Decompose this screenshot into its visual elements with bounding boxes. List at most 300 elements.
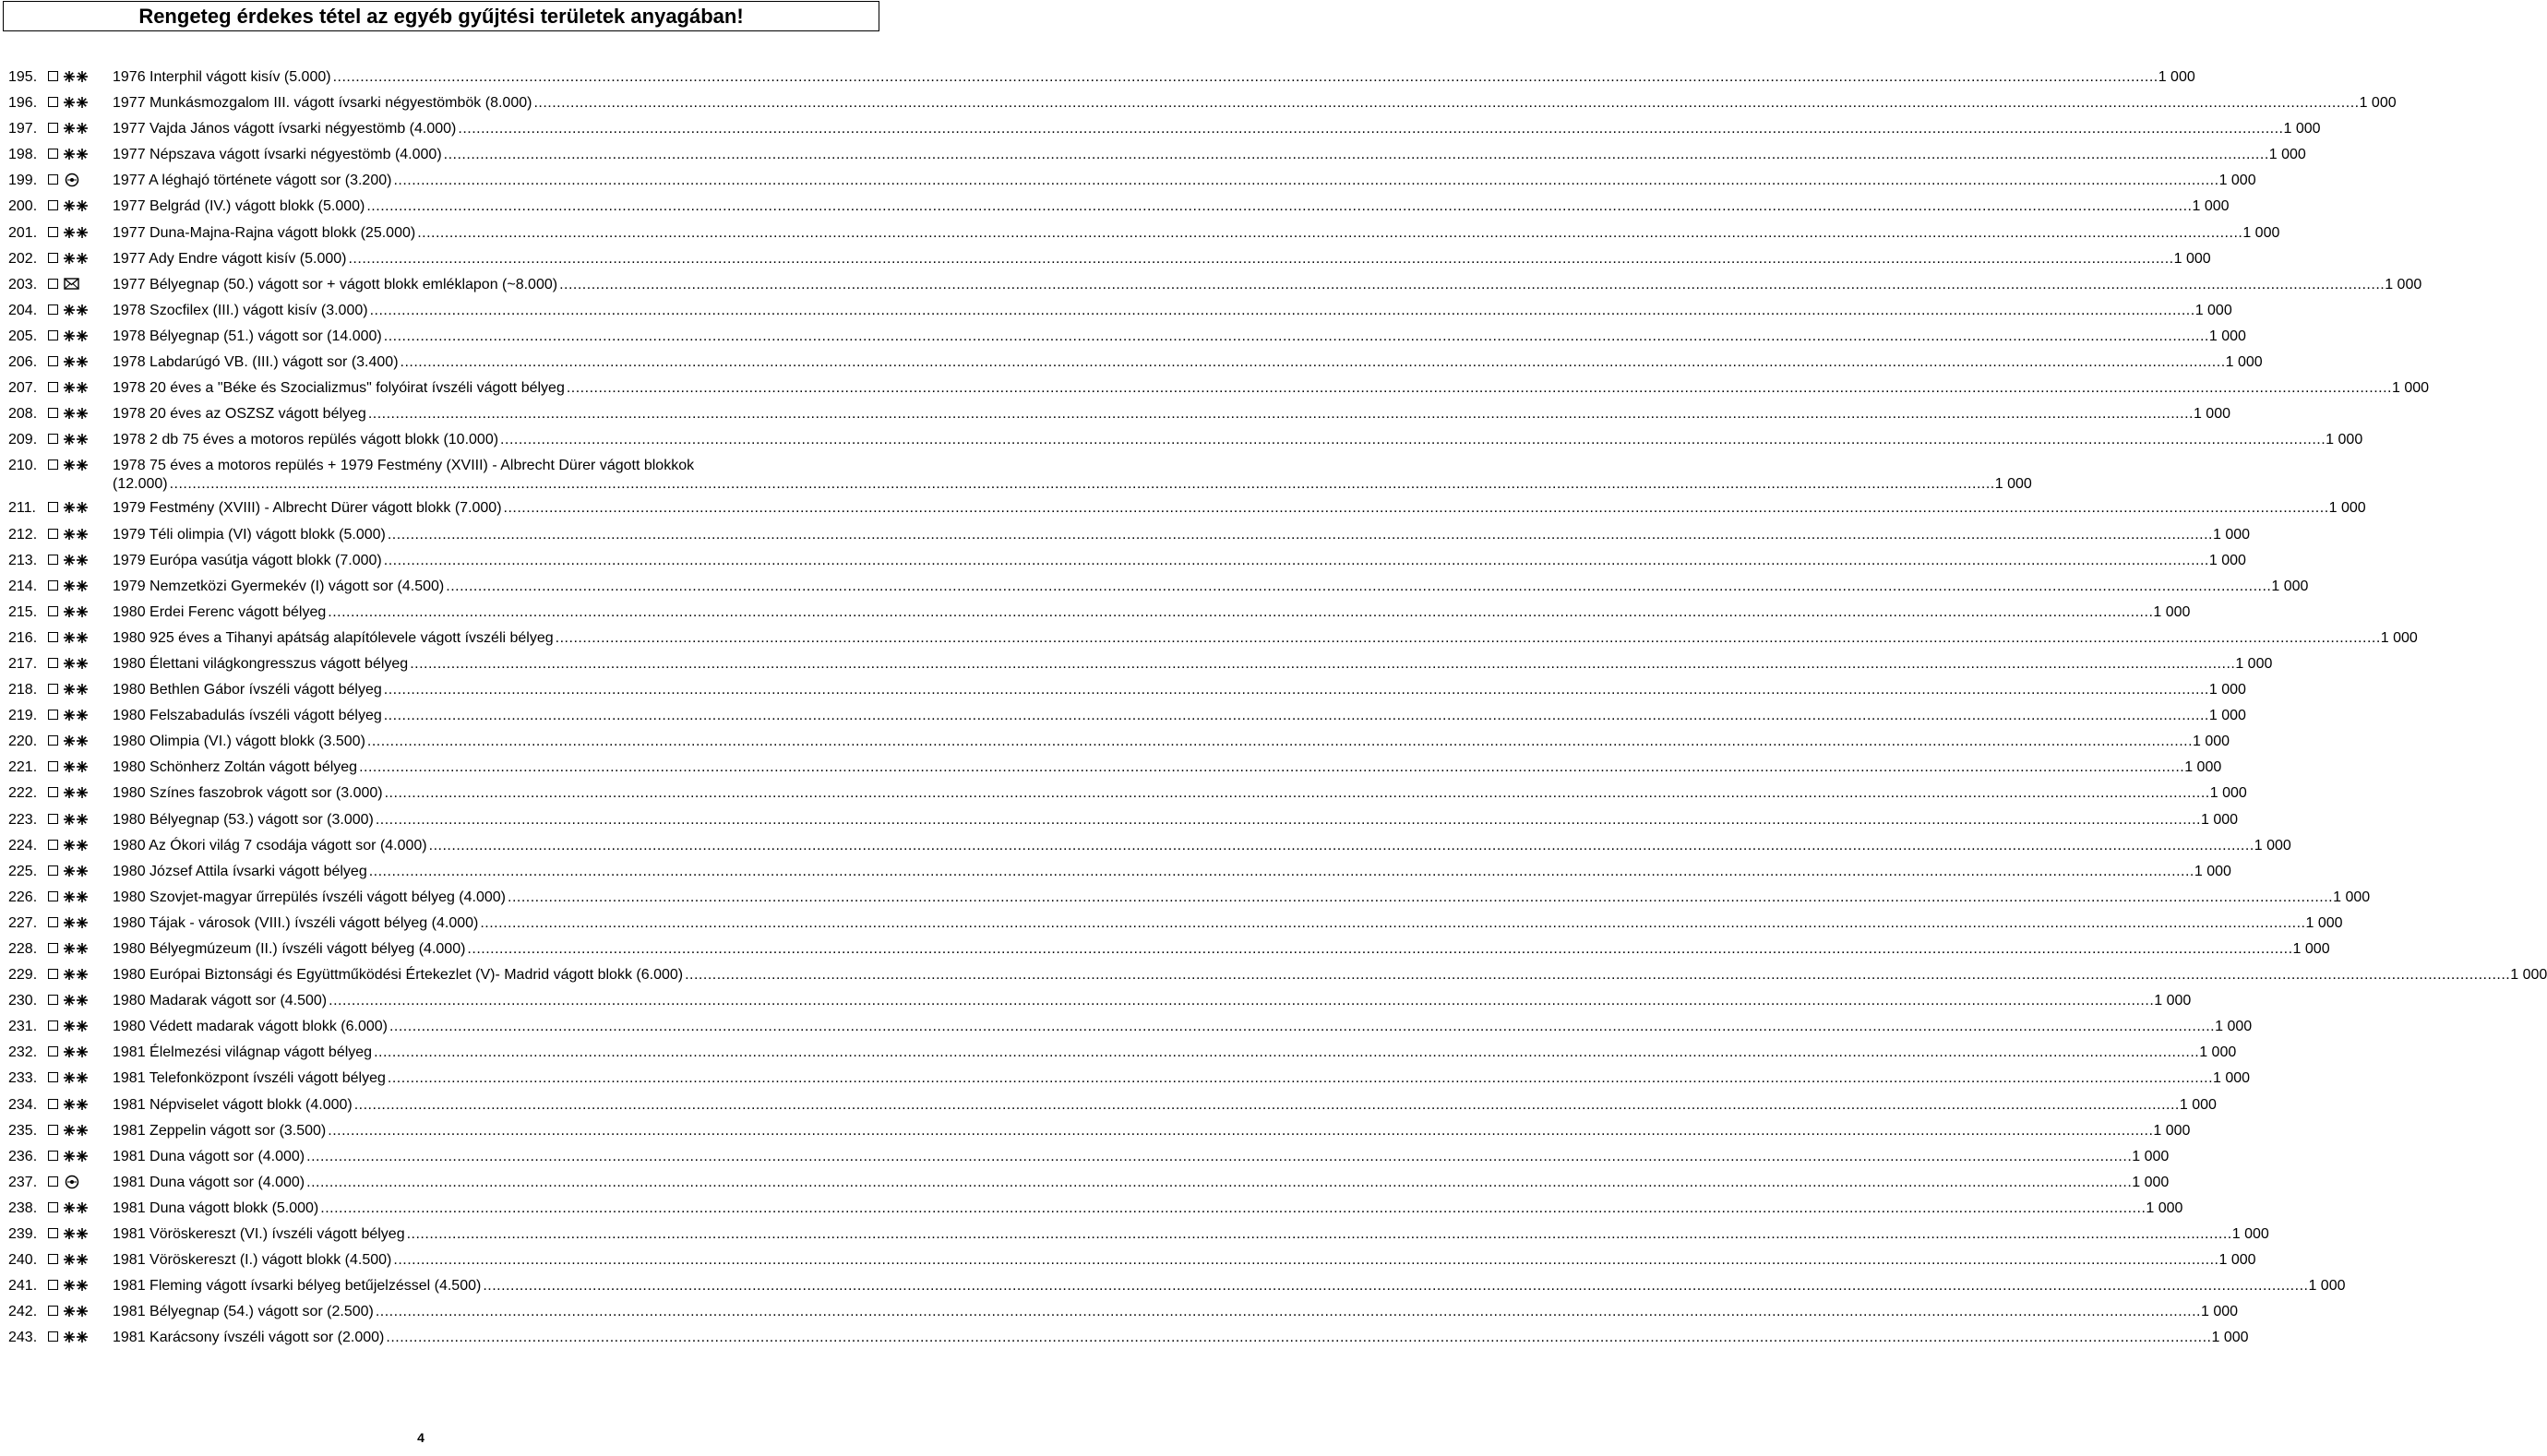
checkbox-icon[interactable] (48, 1020, 58, 1031)
item-number: 222. (8, 785, 38, 802)
item-description (113, 405, 2230, 424)
item-price: 1 000 (2154, 993, 2192, 1009)
item-price: 1 000 (2225, 354, 2263, 371)
item-description (113, 1303, 2239, 1321)
dot-leader: ................................................................................................................................................................................................................................................................................................................................................................................................................ (400, 354, 2226, 371)
item-description (113, 276, 2422, 294)
item-number: 216. (8, 629, 38, 646)
checkbox-icon[interactable] (48, 555, 58, 565)
list-item (0, 833, 2291, 859)
two-asterisks-icon (63, 1043, 90, 1061)
list-item (0, 859, 2231, 885)
dot-leader: ................................................................................................................................................................................................................................................................................................................................................................................................................ (366, 198, 2193, 215)
item-number: 213. (8, 552, 38, 568)
item-price: 1 000 (2333, 889, 2371, 905)
list-item (0, 168, 2256, 194)
checkbox-icon[interactable] (48, 1280, 58, 1290)
item-price: 1 000 (2200, 811, 2239, 828)
two-asterisks-icon (63, 628, 90, 647)
item-description (113, 120, 2321, 138)
item-description-text: 1980 Az Ókori világ 7 csodája vágott sor (4.000) (113, 837, 427, 853)
item-description-text: 1980 Felszabadulás ívszéli vágott bélyeg (113, 708, 382, 724)
item-number: 206. (8, 354, 38, 371)
dot-leader: ................................................................................................................................................................................................................................................................................................................................................................................................................ (500, 432, 2326, 448)
checkbox-icon[interactable] (48, 1125, 58, 1135)
checkbox-icon[interactable] (48, 891, 58, 901)
item-description (113, 863, 2231, 881)
checkbox-icon[interactable] (48, 632, 58, 642)
item-price: 1 000 (2218, 1252, 2256, 1269)
list-item (0, 781, 2247, 806)
list-item (0, 755, 2222, 781)
two-asterisks-icon (63, 145, 90, 163)
checkbox-icon[interactable] (48, 227, 58, 237)
item-number: 237. (8, 1174, 38, 1190)
item-description-text: 1981 Duna vágott blokk (5.000) (113, 1199, 319, 1216)
item-description-text: 1978 Szocfilex (III.) vágott kisív (3.000) (113, 302, 368, 318)
item-number: 219. (8, 708, 38, 724)
dot-leader: ................................................................................................................................................................................................................................................................................................................................................................................................................ (386, 1330, 2212, 1346)
item-description (113, 940, 2330, 959)
list-item (0, 651, 2273, 677)
list-item (0, 1273, 2346, 1299)
item-price: 1 000 (2194, 302, 2232, 318)
item-price: 1 000 (2132, 1174, 2170, 1190)
dot-leader: ................................................................................................................................................................................................................................................................................................................................................................................................................ (480, 914, 2306, 931)
item-description (113, 224, 2280, 243)
item-number: 226. (8, 889, 38, 905)
checkbox-icon[interactable] (48, 684, 58, 694)
checkbox-icon[interactable] (48, 969, 58, 979)
item-description (113, 302, 2232, 320)
item-price: 1 000 (2385, 276, 2422, 292)
dot-leader: ................................................................................................................................................................................................................................................................................................................................................................................................................ (555, 629, 2381, 646)
checkbox-icon[interactable] (48, 580, 58, 591)
item-price: 1 000 (2184, 759, 2222, 776)
item-number: 204. (8, 302, 38, 318)
item-number: 234. (8, 1096, 38, 1113)
checkbox-icon[interactable] (48, 434, 58, 444)
list-item (0, 1040, 2237, 1066)
dot-leader: ................................................................................................................................................................................................................................................................................................................................................................................................................ (383, 552, 2209, 568)
checkbox-icon[interactable] (48, 1202, 58, 1212)
two-asterisks-icon (63, 810, 90, 829)
item-price: 1 000 (2242, 224, 2280, 241)
two-asterisks-icon (63, 862, 90, 880)
item-description-continuation: (12.000) (113, 476, 168, 493)
list-item (0, 1144, 2170, 1170)
item-price: 1 000 (2283, 121, 2321, 137)
item-description (113, 655, 2273, 674)
two-asterisks-icon (63, 706, 90, 724)
dot-leader: ................................................................................................................................................................................................................................................................................................................................................................................................................ (328, 603, 2154, 620)
list-item (0, 194, 2230, 220)
list-item (0, 807, 2239, 833)
list-item (0, 1247, 2256, 1273)
item-description-text: 1980 925 éves a Tihanyi apátság alapítólevele vágott ívszéli bélyeg (113, 629, 554, 646)
list-item (0, 221, 2280, 246)
dot-leader: ................................................................................................................................................................................................................................................................................................................................................................................................................ (384, 785, 2210, 802)
dot-leader: ................................................................................................................................................................................................................................................................................................................................................................................................................ (533, 95, 2360, 112)
item-description (113, 1251, 2256, 1270)
circle-cancel-icon (63, 1173, 90, 1191)
item-list (0, 65, 2547, 1352)
item-number: 240. (8, 1252, 38, 1269)
item-description (113, 784, 2247, 803)
two-asterisks-icon (63, 352, 90, 371)
two-asterisks-icon (63, 327, 90, 345)
item-price: 1 000 (2308, 1278, 2346, 1295)
item-description-text: 1980 Színes faszobrok vágott sor (3.000) (113, 785, 383, 802)
item-number: 223. (8, 811, 38, 828)
item-description (113, 94, 2397, 113)
checkbox-icon[interactable] (48, 735, 58, 746)
checkbox-icon[interactable] (48, 253, 58, 263)
checkbox-icon[interactable] (48, 787, 58, 797)
list-item (0, 142, 2306, 168)
item-description (113, 758, 2222, 777)
item-description-text: 1976 Interphil vágott kisív (5.000) (113, 69, 331, 85)
item-number: 196. (8, 95, 38, 112)
item-description (113, 1199, 2183, 1218)
item-number: 211. (8, 500, 36, 517)
checkbox-icon[interactable] (48, 710, 58, 720)
item-description (113, 431, 2363, 449)
checkbox-icon[interactable] (48, 840, 58, 850)
dot-leader: ................................................................................................................................................................................................................................................................................................................................................................................................................ (332, 69, 2158, 85)
checkbox-icon[interactable] (48, 1228, 58, 1238)
item-price: 1 000 (2193, 406, 2230, 423)
two-asterisks-icon (63, 680, 90, 698)
item-description-text: 1979 Európa vasútja vágott blokk (7.000) (113, 552, 382, 568)
list-item (0, 246, 2211, 272)
list-item (0, 548, 2246, 574)
item-number: 235. (8, 1122, 38, 1139)
checkbox-icon[interactable] (48, 1331, 58, 1342)
two-asterisks-icon (63, 836, 90, 854)
item-description (113, 914, 2343, 933)
circle-cancel-icon (63, 171, 90, 189)
item-price: 1 000 (2153, 603, 2191, 620)
item-price: 1 000 (2380, 629, 2418, 646)
two-asterisks-icon (63, 1199, 90, 1217)
item-description-text: 1978 20 éves a "Béke és Szocializmus" folyóirat ívszéli vágott bélyeg (113, 380, 565, 397)
checkbox-icon[interactable] (48, 1306, 58, 1316)
item-price: 1 000 (2391, 380, 2430, 397)
item-description (113, 146, 2306, 164)
item-number: 200. (8, 198, 38, 215)
item-price: 1 000 (2212, 526, 2251, 543)
dot-leader: ................................................................................................................................................................................................................................................................................................................................................................................................................ (446, 578, 2272, 594)
checkbox-icon[interactable] (48, 995, 58, 1005)
list-item (0, 90, 2397, 116)
dot-leader: ................................................................................................................................................................................................................................................................................................................................................................................................................ (368, 863, 2194, 879)
item-number: 224. (8, 837, 38, 853)
two-asterisks-icon (63, 1276, 90, 1295)
dot-leader: ................................................................................................................................................................................................................................................................................................................................................................................................................ (169, 476, 1995, 493)
two-asterisks-icon (63, 939, 90, 958)
list-item (0, 522, 2251, 548)
list-item (0, 376, 2430, 401)
item-number: 227. (8, 914, 38, 931)
item-price: 1 000 (2211, 1330, 2249, 1346)
item-description-text: 1980 Védett madarak vágott blokk (6.000) (113, 1019, 388, 1035)
checkbox-icon[interactable] (48, 606, 58, 616)
item-description-text: 1981 Élelmezési világnap vágott bélyeg (113, 1044, 373, 1061)
item-description-text: 1980 Schönherz Zoltán vágott bélyeg (113, 759, 358, 776)
item-number: 195. (8, 69, 38, 85)
item-price: 1 000 (2132, 1148, 2170, 1164)
item-description-text: 1980 Olimpia (VI.) vágott blokk (3.500) (113, 734, 365, 750)
item-number: 210. (8, 458, 38, 474)
item-description (113, 1044, 2237, 1062)
item-description (113, 811, 2239, 829)
two-asterisks-icon (63, 223, 90, 242)
item-number: 231. (8, 1019, 38, 1035)
item-description-text: 1978 20 éves az OSZSZ vágott bélyeg (113, 406, 366, 423)
two-asterisks-icon (63, 498, 90, 517)
checkbox-icon[interactable] (48, 1254, 58, 1264)
item-description-text: 1981 Bélyegnap (54.) vágott sor (2.500) (113, 1304, 374, 1320)
two-asterisks-icon (63, 1017, 90, 1035)
item-number: 199. (8, 173, 38, 189)
item-description (113, 353, 2263, 372)
two-asterisks-icon (63, 1250, 90, 1269)
item-number: 228. (8, 941, 38, 957)
list-item (0, 1014, 2253, 1040)
item-price: 1 000 (2215, 1019, 2253, 1035)
checkbox-icon[interactable] (48, 943, 58, 953)
two-asterisks-icon (63, 577, 90, 595)
item-description-text: 1981 Fleming vágott ívsarki bélyeg betűjelzéssel (4.500) (113, 1278, 482, 1295)
two-asterisks-icon (63, 1121, 90, 1140)
dot-leader: ................................................................................................................................................................................................................................................................................................................................................................................................................ (393, 1252, 2219, 1269)
dot-leader: ................................................................................................................................................................................................................................................................................................................................................................................................................ (387, 526, 2213, 543)
list-item (0, 574, 2309, 600)
item-description (113, 526, 2251, 544)
checkbox-icon[interactable] (48, 330, 58, 340)
list-item (0, 1299, 2239, 1325)
dot-leader: ................................................................................................................................................................................................................................................................................................................................................................................................................ (369, 302, 2195, 318)
item-number: 229. (8, 967, 38, 984)
item-description-text: 1980 Madarak vágott sor (4.500) (113, 993, 328, 1009)
list-item (0, 626, 2418, 651)
checkbox-icon[interactable] (48, 71, 58, 81)
item-price: 1 000 (2208, 708, 2246, 724)
item-description-text: 1979 Nemzetközi Gyermekév (I) vágott sor (4.500) (113, 578, 445, 594)
item-price: 1 000 (2218, 173, 2256, 189)
two-asterisks-icon (63, 301, 90, 319)
dot-leader: ................................................................................................................................................................................................................................................................................................................................................................................................................ (306, 1174, 2133, 1190)
checkbox-icon[interactable] (48, 761, 58, 771)
item-number: 220. (8, 734, 38, 750)
checkbox-icon[interactable] (48, 917, 58, 927)
item-number: 197. (8, 121, 38, 137)
item-price: 1 000 (2235, 655, 2273, 672)
item-description-text: 1980 Európai Biztonsági és Együttműködési Értekezlet (V)- Madrid vágott blokk (6.000) (113, 967, 684, 984)
checkbox-icon[interactable] (48, 1151, 58, 1161)
two-asterisks-icon (63, 1328, 90, 1346)
checkbox-icon[interactable] (48, 658, 58, 668)
checkbox-icon[interactable] (48, 1072, 58, 1082)
two-asterisks-icon (63, 67, 90, 86)
dot-leader: ................................................................................................................................................................................................................................................................................................................................................................................................................ (417, 224, 2243, 241)
list-item (0, 401, 2230, 427)
dot-leader: ................................................................................................................................................................................................................................................................................................................................................................................................................ (387, 1070, 2214, 1087)
list-item (0, 350, 2263, 376)
list-item (0, 962, 2547, 988)
two-asterisks-icon (63, 991, 90, 1009)
checkbox-icon[interactable] (48, 1099, 58, 1109)
checkbox-icon[interactable] (48, 865, 58, 876)
dot-leader: ................................................................................................................................................................................................................................................................................................................................................................................................................ (383, 682, 2209, 698)
item-number: 214. (8, 578, 38, 594)
item-description (113, 1096, 2217, 1115)
two-asterisks-icon (63, 1147, 90, 1165)
item-price: 1 000 (2305, 914, 2343, 931)
item-description-text: 1980 Erdei Ferenc vágott bélyeg (113, 603, 327, 620)
item-description-text: 1980 Tájak - városok (VIII.) ívszéli vágott bélyeg (4.000) (113, 914, 479, 931)
dot-leader: ................................................................................................................................................................................................................................................................................................................................................................................................................ (375, 811, 2201, 828)
item-price: 1 000 (2292, 941, 2330, 957)
two-asterisks-icon (63, 525, 90, 543)
two-asterisks-icon (63, 1224, 90, 1243)
two-asterisks-icon (63, 378, 90, 397)
list-item (0, 677, 2246, 703)
two-asterisks-icon (63, 430, 90, 448)
checkbox-icon[interactable] (48, 1176, 58, 1187)
item-number: 198. (8, 147, 38, 163)
item-description (113, 250, 2211, 269)
two-asterisks-icon (63, 1302, 90, 1320)
checkbox-icon[interactable] (48, 97, 58, 107)
item-price: 1 000 (2193, 734, 2230, 750)
item-price: 1 000 (2208, 328, 2246, 344)
envelope-icon (63, 275, 90, 293)
checkbox-icon[interactable] (48, 174, 58, 185)
list-item (0, 703, 2246, 729)
item-price: 1 000 (2268, 147, 2306, 163)
item-description-text: 1978 2 db 75 éves a motoros repülés vágott blokk (10.000) (113, 432, 499, 448)
item-price: 1 000 (2208, 682, 2246, 698)
item-description (113, 1018, 2253, 1036)
item-price: 1 000 (2179, 1096, 2217, 1113)
checkbox-icon[interactable] (48, 502, 58, 512)
item-number: 241. (8, 1278, 38, 1295)
item-number: 201. (8, 224, 38, 241)
item-description (113, 197, 2230, 216)
item-description-text: 1980 Bélyegnap (53.) vágott sor (3.000) (113, 811, 374, 828)
item-price: 1 000 (2158, 69, 2195, 85)
dot-leader: ................................................................................................................................................................................................................................................................................................................................................................................................................ (383, 328, 2209, 344)
dot-leader: ................................................................................................................................................................................................................................................................................................................................................................................................................ (458, 121, 2284, 137)
item-description-text: 1977 Bélyegnap (50.) vágott sor + vágott blokk emléklapon (~8.000) (113, 276, 558, 292)
two-asterisks-icon (63, 1068, 90, 1087)
checkbox-icon[interactable] (48, 123, 58, 133)
item-price: 1 000 (1994, 476, 2032, 493)
checkbox-icon[interactable] (48, 200, 58, 210)
item-number: 242. (8, 1304, 38, 1320)
dot-leader: ................................................................................................................................................................................................................................................................................................................................................................................................................ (306, 1148, 2133, 1164)
item-number: 233. (8, 1070, 38, 1087)
list-item (0, 1196, 2183, 1222)
list-item (0, 116, 2321, 142)
item-description-text: 1981 Zeppelin vágott sor (3.500) (113, 1122, 327, 1139)
checkbox-icon[interactable] (48, 304, 58, 315)
item-description-text: 1980 Bethlen Gábor ívszéli vágott bélyeg (113, 682, 382, 698)
item-description-text: 1977 Népszava vágott ívsarki négyestömb (4.000) (113, 147, 442, 163)
dot-leader: ................................................................................................................................................................................................................................................................................................................................................................................................................ (366, 734, 2194, 750)
two-asterisks-icon (63, 119, 90, 137)
dot-leader: ................................................................................................................................................................................................................................................................................................................................................................................................................ (320, 1199, 2146, 1216)
item-description-text: 1981 Karácsony ívszéli vágott sor (2.000) (113, 1330, 385, 1346)
list-item (0, 427, 2363, 453)
item-description-text: 1978 Bélyegnap (51.) vágott sor (14.000) (113, 328, 382, 344)
checkbox-icon[interactable] (48, 149, 58, 159)
two-asterisks-icon (63, 551, 90, 569)
two-asterisks-icon (63, 249, 90, 268)
item-description (113, 1225, 2269, 1244)
dot-leader: ................................................................................................................................................................................................................................................................................................................................................................................................................ (503, 500, 2329, 517)
page-title (3, 1, 879, 31)
item-description (113, 889, 2371, 907)
checkbox-icon[interactable] (48, 279, 58, 289)
checkbox-icon[interactable] (48, 382, 58, 392)
checkbox-icon[interactable] (48, 356, 58, 366)
dot-leader: ................................................................................................................................................................................................................................................................................................................................................................................................................ (443, 147, 2269, 163)
item-number: 215. (8, 603, 38, 620)
list-item (0, 937, 2330, 962)
item-price: 1 000 (2326, 432, 2363, 448)
dot-leader: ................................................................................................................................................................................................................................................................................................................................................................................................................ (367, 406, 2194, 423)
checkbox-icon[interactable] (48, 459, 58, 470)
dot-leader: ................................................................................................................................................................................................................................................................................................................................................................................................................ (467, 941, 2293, 957)
item-description-text: 1980 Szovjet-magyar űrrepülés ívszéli vágott bélyeg (4.000) (113, 889, 506, 905)
checkbox-icon[interactable] (48, 814, 58, 824)
page-number: 4 (417, 1430, 424, 1445)
two-asterisks-icon (63, 456, 90, 474)
two-asterisks-icon (63, 783, 90, 802)
item-description-text: 1981 Duna vágott sor (4.000) (113, 1174, 305, 1190)
checkbox-icon[interactable] (48, 408, 58, 418)
list-item (0, 729, 2230, 755)
item-number: 232. (8, 1044, 38, 1061)
item-price: 1 000 (2271, 578, 2309, 594)
checkbox-icon[interactable] (48, 529, 58, 539)
list-item (0, 495, 2366, 521)
dot-leader: ................................................................................................................................................................................................................................................................................................................................................................................................................ (348, 250, 2174, 267)
list-item (0, 1170, 2170, 1196)
checkbox-icon[interactable] (48, 1046, 58, 1056)
list-item (0, 1092, 2217, 1118)
two-asterisks-icon (63, 654, 90, 673)
item-description (113, 733, 2230, 751)
item-number: 225. (8, 863, 38, 879)
two-asterisks-icon (63, 404, 90, 423)
item-description (113, 1148, 2170, 1166)
item-number: 209. (8, 432, 38, 448)
item-description (113, 172, 2256, 190)
item-number: 239. (8, 1226, 38, 1243)
item-number: 208. (8, 406, 38, 423)
item-description (113, 328, 2246, 346)
item-description-text: 1981 Telefonközpont ívszéli vágott bélyeg (113, 1070, 386, 1087)
item-number: 236. (8, 1148, 38, 1164)
item-price: 1 000 (2173, 250, 2211, 267)
dot-leader: ................................................................................................................................................................................................................................................................................................................................................................................................................ (389, 1019, 2216, 1035)
item-description (113, 603, 2191, 622)
dot-leader: ................................................................................................................................................................................................................................................................................................................................................................................................................ (559, 276, 2386, 292)
